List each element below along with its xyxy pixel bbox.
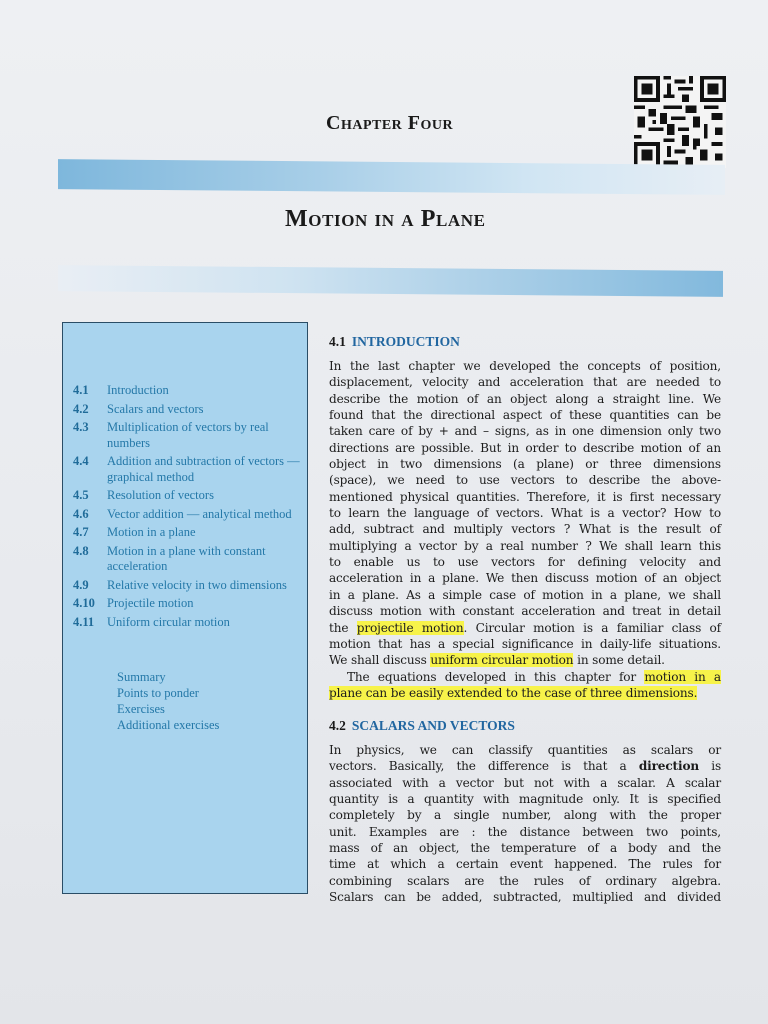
paragraph-line: describe the motion of an object along a straight line. We bbox=[329, 391, 721, 406]
paragraph-line: in a plane. As a simple case of motion in a plane, we shall bbox=[329, 587, 721, 602]
toc-extra-item: Summary bbox=[117, 670, 166, 684]
toc-item-label: Introduction bbox=[107, 383, 169, 397]
toc-item-label: Addition and subtraction of vectors — graphical method bbox=[107, 454, 300, 484]
toc-item-number: 4.4 bbox=[73, 454, 89, 468]
paragraph-line: object in two dimensions (a plane) or three dimensions bbox=[329, 457, 721, 472]
paragraph-line: We shall discuss uniform circular motion in some detail. bbox=[329, 653, 665, 668]
toc-item-number: 4.6 bbox=[73, 506, 89, 521]
paragraph-line: mentioned physical quantities. Therefore, it is first necessary bbox=[329, 489, 721, 504]
paragraph-line: to enable us to use vectors for defining velocity and bbox=[329, 555, 721, 570]
paragraph-line: multiplying a vector by a real number ? We shall learn this bbox=[329, 538, 721, 553]
paragraph-line: (space), we need to use vectors to describe the above- bbox=[329, 473, 721, 488]
paragraph-line: quantity is a quantity with magnitude only. It is specified bbox=[329, 792, 721, 807]
paragraph-line: vectors. Basically, the difference is that a direction is bbox=[329, 759, 722, 774]
paragraph-line: The equations developed in this chapter for motion in a bbox=[347, 669, 721, 684]
toc-extra-item: Points to ponder bbox=[117, 686, 199, 700]
toc-item-number: 4.5 bbox=[73, 488, 89, 502]
toc-item bbox=[73, 383, 303, 399]
toc-item-number: 4.11 bbox=[73, 614, 95, 629]
paragraph-line: unit. Examples are : the distance between two points, bbox=[329, 824, 721, 839]
toc-list bbox=[73, 383, 303, 633]
toc-item-number: 4.9 bbox=[73, 577, 89, 592]
toc-item bbox=[73, 596, 303, 612]
paragraph-line: taken care of by + and – signs, as in one dimension only two bbox=[329, 424, 721, 439]
toc-item-label: Uniform circular motion bbox=[107, 614, 230, 629]
paragraph-line: motion that has a special significance in daily-life situations. bbox=[329, 636, 721, 651]
highlight: projectile motion bbox=[356, 620, 464, 635]
toc-item bbox=[73, 507, 303, 523]
highlight: motion in a bbox=[644, 669, 721, 684]
section-number: 4.1 bbox=[329, 334, 346, 349]
paragraph-line: directions are possible. But in order to describe motion of an bbox=[329, 440, 721, 455]
bold-term: direction bbox=[638, 759, 699, 774]
toc-item bbox=[73, 454, 303, 485]
paragraph-line: discuss motion with constant acceleration and treat in detail bbox=[329, 604, 721, 619]
toc-item-number: 4.7 bbox=[73, 525, 89, 539]
toc-item bbox=[73, 615, 303, 631]
chapter-title: Motion in a Plane bbox=[285, 206, 486, 232]
toc-item-label: Vector addition — analytical method bbox=[107, 506, 292, 521]
section-heading-introduction bbox=[329, 334, 460, 350]
paragraph-line: completely by a single number, along with the proper bbox=[329, 808, 721, 823]
section-number: 4.2 bbox=[329, 718, 346, 733]
toc-item bbox=[73, 525, 303, 541]
highlight: plane can be easily extended to the case of three dimensions. bbox=[329, 685, 698, 700]
paragraph-line: displacement, velocity and acceleration that are needed to bbox=[329, 375, 721, 390]
toc-item-number: 4.10 bbox=[73, 596, 95, 610]
paragraph-line: add, subtract and multiply vectors ? What is the result of bbox=[329, 522, 721, 537]
paragraph-line: Scalars can be added, subtracted, multiplied and divided bbox=[329, 890, 721, 905]
section-title: INTRODUCTION bbox=[351, 334, 460, 349]
toc-item-label: Multiplication of vectors by real numbers bbox=[107, 420, 269, 450]
toc-item-label: Resolution of vectors bbox=[107, 488, 214, 502]
decorative-band-bottom bbox=[58, 265, 723, 297]
qr-code-icon bbox=[634, 76, 726, 168]
paragraph-line: the projectile motion. Circular motion is a familiar class of bbox=[329, 620, 721, 635]
section-heading-scalars-vectors bbox=[329, 718, 515, 734]
scalars-vectors-paragraph bbox=[329, 742, 721, 905]
paragraph-line: found that the directional aspect of these quantities can be bbox=[329, 408, 721, 423]
toc-item-number: 4.3 bbox=[73, 420, 89, 434]
toc-item bbox=[73, 488, 303, 504]
decorative-band-top bbox=[58, 159, 725, 195]
paragraph-line: acceleration in a plane. We then discuss motion of an object bbox=[329, 571, 721, 586]
paragraph-line: to learn the language of vectors. What is a vector? How to bbox=[329, 506, 721, 521]
toc-item-label: Motion in a plane with constant acceleration bbox=[107, 543, 266, 573]
toc-item-number: 4.2 bbox=[73, 401, 89, 416]
toc-item-label: Motion in a plane bbox=[107, 525, 196, 539]
toc-item bbox=[73, 544, 303, 575]
paragraph-line: associated with a vector but not with a scalar. A scalar bbox=[329, 775, 721, 790]
toc-extra-item: Additional exercises bbox=[117, 718, 220, 732]
section-title: SCALARS AND VECTORS bbox=[351, 718, 515, 733]
toc-item-label: Relative velocity in two dimensions bbox=[107, 577, 287, 592]
paragraph-line: In the last chapter we developed the concepts of position, bbox=[329, 359, 721, 373]
toc-extras bbox=[117, 669, 219, 733]
toc-extra-item: Exercises bbox=[117, 702, 165, 716]
toc-item-number: 4.8 bbox=[73, 543, 89, 558]
toc-item bbox=[73, 578, 303, 594]
toc-item bbox=[73, 420, 303, 451]
paragraph-line: combining scalars are the rules of ordinary algebra. bbox=[329, 873, 721, 888]
chapter-number: Chapter Four bbox=[326, 112, 454, 134]
paragraph-line: In physics, we can classify quantities as scalars or bbox=[329, 743, 721, 757]
toc-item-number: 4.1 bbox=[73, 383, 89, 397]
paragraph-line: mass of an object, the temperature of a body and the bbox=[329, 841, 721, 856]
paragraph-line bbox=[329, 685, 721, 701]
chapter-contents-box bbox=[62, 322, 308, 894]
introduction-paragraph bbox=[329, 358, 721, 701]
paragraph-line: time at which a certain event happened. The rules for bbox=[329, 857, 721, 872]
toc-item-label: Projectile motion bbox=[107, 596, 194, 610]
highlight: uniform circular motion bbox=[430, 653, 574, 668]
toc-item bbox=[73, 402, 303, 418]
toc-item-label: Scalars and vectors bbox=[107, 401, 204, 416]
